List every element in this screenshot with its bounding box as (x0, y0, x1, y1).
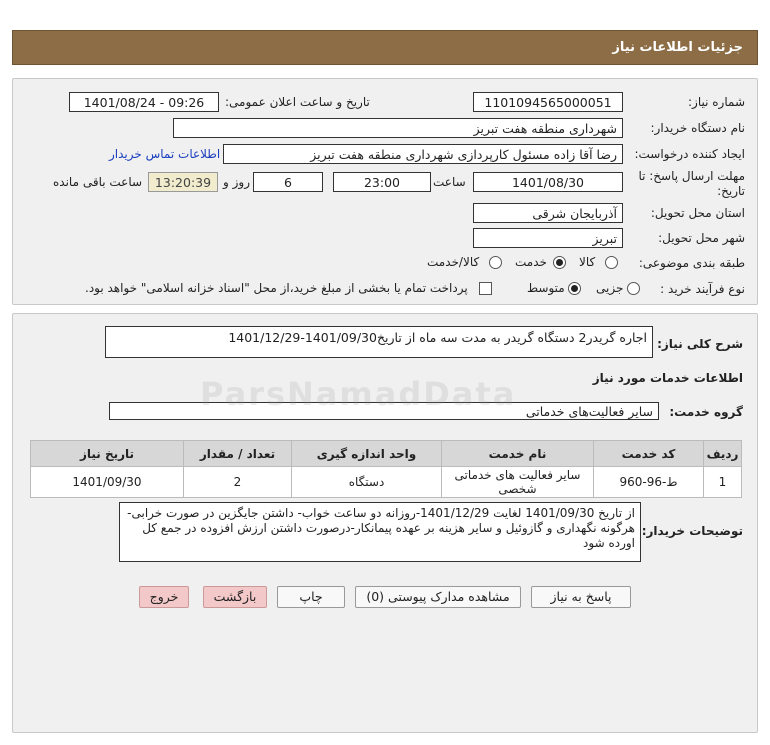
category-radio-goods[interactable] (605, 256, 618, 269)
col-header-service-name: نام خدمت (442, 441, 594, 467)
treasury-payment-checkbox[interactable] (479, 282, 492, 295)
remaining-time-field: 13:20:39 (148, 172, 218, 192)
buyer-notes-field: از تاریخ 1401/09/30 لغایت 1401/12/29-روزانه دو ساعت خواب- داشتن جایگزین در صورت خرابی- هرگونه نگهداری و گازوئیل و سایر هزینه بر عهده پیمانکار-درصورت داشتن ارزش افزوده در جمع کل اورده شود (119, 502, 641, 562)
category-option-goods-service: کالا/خدمت (427, 255, 480, 269)
summary-field: اجاره گریدر2 دستگاه گریدر به مدت سه ماه از تاریخ1401/09/30-1401/12/29 (105, 326, 653, 358)
cell-service-code: ط-96-960 (594, 467, 704, 498)
city-field: تبریز (473, 228, 623, 248)
reply-button[interactable]: پاسخ به نیاز (531, 586, 631, 608)
cell-row-number: 1 (704, 467, 742, 498)
process-option-medium: متوسط (527, 281, 565, 295)
services-table (30, 440, 742, 498)
table-row (31, 467, 742, 498)
category-radio-goods-service[interactable] (489, 256, 502, 269)
contact-info-link[interactable]: اطلاعات تماس خریدار (109, 147, 221, 161)
watermark: ParsNamadData (200, 375, 517, 413)
days-field: 6 (253, 172, 323, 192)
process-option-minor: جزیی (596, 281, 624, 295)
payment-note: پرداخت تمام یا بخشی از مبلغ خرید،از محل "اسناد خزانه اسلامی" خواهد بود. (85, 281, 468, 295)
province-field: آذربایجان شرقی (473, 203, 623, 223)
view-documents-button[interactable]: مشاهده مدارک پیوستی (0) (355, 586, 521, 608)
process-radio-medium[interactable] (568, 282, 581, 295)
service-group-field: سایر فعالیت‌های خدماتی (109, 402, 659, 420)
category-option-service: خدمت (515, 255, 547, 269)
province-label: استان محل تحویل: (650, 206, 745, 220)
deadline-label-date: تاریخ: (717, 184, 745, 198)
buyer-org-label: نام دستگاه خریدار: (650, 121, 745, 135)
need-number-label: شماره نیاز: (688, 95, 745, 109)
buyer-notes-label: توضیحات خریدار: (641, 524, 743, 538)
process-label: نوع فرآیند خرید : (660, 282, 745, 296)
deadline-date-field: 1401/08/30 (473, 172, 623, 192)
page-title: جزئیات اطلاعات نیاز (612, 40, 743, 55)
col-header-unit: واحد اندازه گیری (292, 441, 442, 467)
col-header-quantity: تعداد / مقدار (184, 441, 292, 467)
process-radio-minor[interactable] (627, 282, 640, 295)
col-header-row-number: ردیف (704, 441, 742, 467)
requester-label: ایجاد کننده درخواست: (634, 147, 745, 161)
category-label: طبقه بندی موضوعی: (638, 256, 745, 270)
cell-service-name: سایر فعالیت های خدماتی شخصی (442, 467, 594, 498)
col-header-need-date: تاریخ نیاز (31, 441, 184, 467)
remaining-label: ساعت باقی مانده (53, 175, 143, 189)
deadline-time-field: 23:00 (333, 172, 431, 192)
cell-quantity: 2 (184, 467, 292, 498)
category-option-goods: کالا (579, 255, 596, 269)
need-number-field: 1101094565000051 (473, 92, 623, 112)
days-label: روز و (223, 175, 250, 189)
announce-label: تاریخ و ساعت اعلان عمومی: (225, 95, 370, 109)
col-header-service-code: کد خدمت (594, 441, 704, 467)
table-header-row (31, 441, 742, 467)
services-heading: اطلاعات خدمات مورد نیاز (592, 371, 743, 385)
page-header (12, 30, 758, 65)
need-info-panel (12, 78, 758, 305)
deadline-label: مهلت ارسال پاسخ: تا (638, 169, 745, 183)
time-label: ساعت (433, 175, 466, 189)
service-group-label: گروه خدمت: (669, 405, 743, 419)
category-radio-service[interactable] (553, 256, 566, 269)
announce-field: 1401/08/24 - 09:26 (69, 92, 219, 112)
print-button[interactable]: چاپ (277, 586, 345, 608)
buyer-org-field: شهرداری منطقه هفت تبریز (173, 118, 623, 138)
back-button[interactable]: بازگشت (203, 586, 267, 608)
cell-unit: دستگاه (292, 467, 442, 498)
summary-label: شرح کلی نیاز: (657, 337, 743, 351)
requester-field: رضا آقا زاده مسئول کارپردازی شهرداری منطقه هفت تبریز (223, 144, 623, 164)
cell-need-date: 1401/09/30 (31, 467, 184, 498)
exit-button[interactable]: خروج (139, 586, 189, 608)
city-label: شهر محل تحویل: (658, 231, 745, 245)
